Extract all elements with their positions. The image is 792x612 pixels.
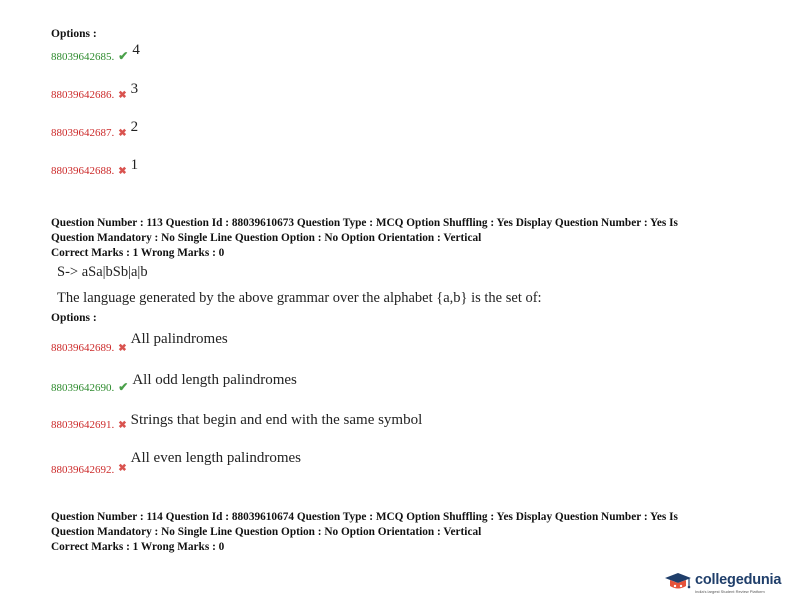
cross-icon: ✖: [118, 90, 127, 101]
option-row: [51, 330, 228, 354]
question-meta-line2: Question Mandatory : No Single Line Question Option : No Option Orientation : Vertical: [51, 526, 482, 538]
question-marks: Correct Marks : 1 Wrong Marks : 0: [51, 247, 225, 259]
option-text: 3: [130, 81, 139, 97]
options-label: Options :: [51, 28, 97, 40]
question-meta-line1: Question Number : 113 Question Id : 88039610673 Question Type : MCQ Option Shuffling : Yes Display Question Number : Yes Is: [51, 217, 678, 229]
question-meta: [51, 510, 751, 555]
question-meta-line2: Question Mandatory : No Single Line Question Option : No Option Orientation : Vertical: [51, 232, 482, 244]
option-id: 88039642688.: [51, 165, 115, 177]
question-text: The language generated by the above grammar over the alphabet {a,b} is the set of:: [57, 290, 542, 306]
options-label: Options :: [51, 312, 97, 324]
option-text: 4: [132, 42, 140, 58]
question-marks: Correct Marks : 1 Wrong Marks : 0: [51, 541, 225, 553]
option-id: 88039642691.: [51, 419, 115, 431]
option-id: 88039642687.: [51, 127, 115, 139]
option-id: 88039642689.: [51, 342, 115, 354]
cross-icon: ✖: [118, 463, 127, 474]
option-text: 1: [130, 157, 139, 173]
cross-icon: ✖: [118, 420, 127, 431]
grammar-text: S-> aSa|bSb|a|b: [57, 264, 148, 280]
option-row: [51, 449, 302, 476]
option-text: 2: [130, 119, 139, 135]
option-id: 88039642690.: [51, 382, 115, 394]
option-text: All even length palindromes: [130, 450, 302, 466]
option-row: [51, 81, 139, 103]
option-text: Strings that begin and end with the same symbol: [130, 412, 423, 428]
option-text: All odd length palindromes: [132, 372, 297, 388]
option-row: [51, 119, 139, 141]
logo-tagline: India's largest Student Review Platform: [695, 589, 765, 594]
option-row: [51, 42, 140, 65]
cross-icon: ✖: [118, 166, 127, 177]
logo-name: collegedunia: [695, 572, 782, 588]
option-row: [51, 157, 139, 179]
option-text: All palindromes: [130, 331, 228, 347]
cross-icon: ✖: [118, 128, 127, 139]
option-id: 88039642685.: [51, 51, 115, 63]
option-id: 88039642686.: [51, 89, 115, 101]
option-row: [51, 371, 297, 394]
question-meta-line1: Question Number : 114 Question Id : 88039610674 Question Type : MCQ Option Shuffling : Yes Display Question Number : Yes Is: [51, 511, 678, 523]
graduation-cap-icon: [664, 570, 692, 596]
check-icon: ✔: [118, 49, 129, 63]
question-meta: [51, 216, 751, 261]
cross-icon: ✖: [118, 343, 127, 354]
check-icon: ✔: [118, 380, 129, 394]
option-row: [51, 411, 422, 429]
option-id: 88039642692.: [51, 464, 115, 476]
collegedunia-logo: [664, 570, 781, 596]
